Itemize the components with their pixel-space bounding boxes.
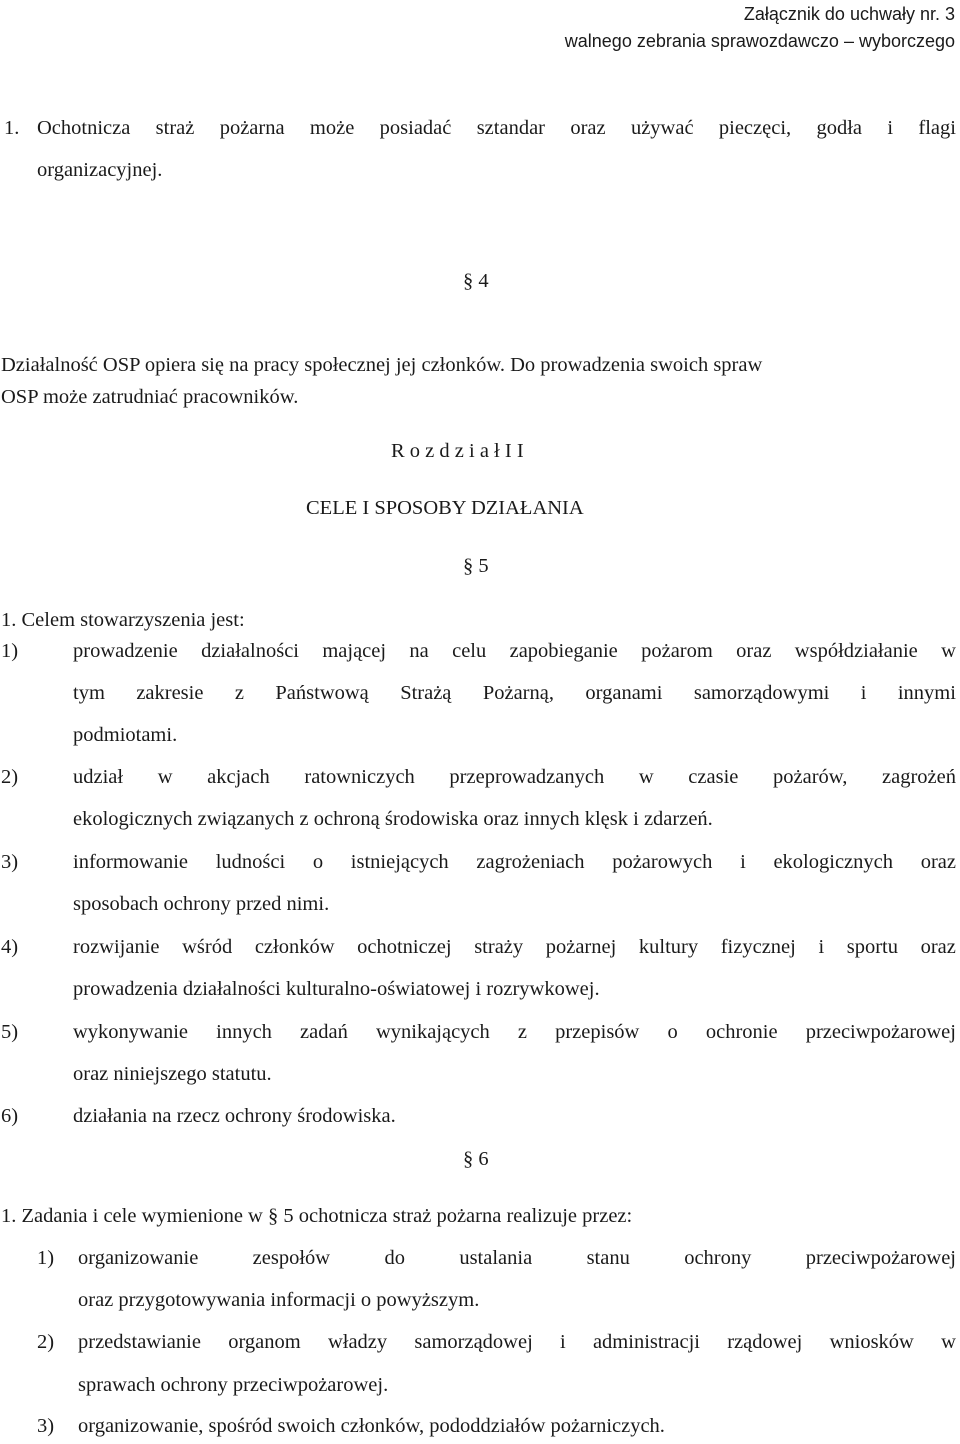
word: pożarów,	[773, 766, 848, 788]
word: pożarowych	[612, 851, 713, 873]
s5-item-3-line-2: sposobach ochrony przed nimi.	[73, 893, 330, 915]
word: prowadzenie	[73, 640, 178, 662]
word: czasie	[688, 766, 739, 788]
word: pożarnej	[545, 936, 617, 958]
word: władzy	[327, 1331, 388, 1353]
word: w	[638, 766, 654, 788]
word: z	[234, 682, 244, 704]
word: organami	[585, 682, 663, 704]
s6-item-1-line-2: oraz przygotowywania informacji o powyższym.	[78, 1289, 480, 1311]
word: pieczęci,	[718, 117, 792, 139]
s5-item-5-line-2: oraz niniejszego statutu.	[73, 1063, 272, 1085]
word: pożarna	[219, 117, 285, 139]
s5-item-2-line-2: ekologicznych związanych z ochroną środowiska oraz innych klęsk i zdarzeń.	[73, 808, 713, 830]
intro-number: 1.	[4, 117, 20, 139]
word: w	[157, 766, 173, 788]
word: wniosków	[829, 1331, 914, 1353]
s6-item-2-line-2: sprawach ochrony przeciwpożarowej.	[78, 1374, 389, 1396]
s5-item-3-number: 3)	[1, 851, 19, 873]
word: istniejących	[350, 851, 449, 873]
header-line-2: walnego zebrania sprawozdawczo – wyborczego	[564, 31, 955, 51]
word: przeprowadzanych	[449, 766, 605, 788]
s6-item-2-line-1	[78, 1331, 956, 1354]
word: samorządowej	[414, 1331, 533, 1353]
word: członków	[254, 936, 335, 958]
s5-item-5-line-1	[73, 1021, 956, 1044]
word: straży	[474, 936, 524, 958]
word: tym	[73, 682, 105, 704]
word: fizycznej	[720, 936, 796, 958]
s5-item-1-line-1	[73, 640, 956, 663]
word: zapobieganie	[509, 640, 618, 662]
word: administracji	[592, 1331, 700, 1353]
word: ludności	[215, 851, 286, 873]
section-6-heading: § 6	[463, 1148, 489, 1170]
word: samorządowymi	[693, 682, 830, 704]
word: i	[887, 117, 894, 139]
s5-item-1-line-3: podmiotami.	[73, 724, 178, 746]
word: innymi	[897, 682, 956, 704]
word: w	[941, 1331, 956, 1353]
header-line-1: Załącznik do uchwały nr. 3	[743, 4, 955, 24]
s5-item-3-line-1	[73, 851, 956, 874]
word: informowanie	[73, 851, 188, 873]
word: godła	[816, 117, 863, 139]
word: Strażą	[400, 682, 452, 704]
word: wykonywanie	[73, 1021, 189, 1043]
word: Ochotnicza	[37, 117, 131, 139]
word: kultury	[638, 936, 699, 958]
word: udział	[73, 766, 124, 788]
word: oraz	[570, 117, 606, 139]
section-4-line-1: Działalność OSP opiera się na pracy społecznej jej członków. Do prowadzenia swoich spraw	[1, 354, 763, 376]
word: przeciwpożarowej	[805, 1247, 956, 1269]
s5-item-4-number: 4)	[1, 936, 19, 958]
word: działalności	[201, 640, 299, 662]
word: celu	[452, 640, 487, 662]
word: stanu	[586, 1247, 630, 1269]
word: i	[740, 851, 746, 873]
word: ochrony	[684, 1247, 752, 1269]
word: wynikających	[375, 1021, 490, 1043]
s6-item-3-number: 3)	[37, 1415, 55, 1437]
s6-item-2-number: 2)	[37, 1331, 55, 1353]
word: akcjach	[207, 766, 270, 788]
word: przedstawianie	[78, 1331, 201, 1353]
word: organom	[228, 1331, 301, 1353]
section-4-heading: § 4	[463, 270, 489, 292]
s6-item-1-line-1	[78, 1247, 956, 1270]
section-5-heading: § 5	[463, 555, 489, 577]
word: z	[517, 1021, 527, 1043]
s5-item-4-line-1	[73, 936, 956, 959]
word: zagrożeń	[882, 766, 956, 788]
word: do	[384, 1247, 405, 1269]
s5-item-1-line-2	[73, 682, 956, 705]
word: w	[941, 640, 956, 662]
word: sztandar	[476, 117, 545, 139]
word: i	[818, 936, 825, 958]
chapter-title: R o z d z i a ł I I	[391, 440, 524, 462]
section-5-intro: 1. Celem stowarzyszenia jest:	[1, 609, 245, 631]
word: mającej	[322, 640, 387, 662]
word: zagrożeniach	[476, 851, 585, 873]
s5-item-6-line-1: działania na rzecz ochrony środowiska.	[73, 1105, 396, 1127]
word: i	[860, 682, 867, 704]
word: przepisów	[555, 1021, 640, 1043]
word: flagi	[918, 117, 956, 139]
word: ustalania	[459, 1247, 533, 1269]
s5-item-6-number: 6)	[1, 1105, 19, 1127]
word: przeciwpożarowej	[805, 1021, 956, 1043]
s6-item-1-number: 1)	[37, 1247, 55, 1269]
word: o	[312, 851, 324, 873]
word: może	[309, 117, 355, 139]
attachment-header	[565, 1, 955, 55]
s5-item-2-number: 2)	[1, 766, 19, 788]
word: ochotniczej	[357, 936, 452, 958]
s5-item-1-number: 1)	[1, 640, 19, 662]
intro-line-1	[37, 117, 956, 140]
word: straż	[155, 117, 195, 139]
word: pożarom	[641, 640, 713, 662]
word: sportu	[846, 936, 898, 958]
s5-item-4-line-2: prowadzenia działalności kulturalno-oświatowej i rozrywkowej.	[73, 978, 600, 1000]
word: i	[560, 1331, 566, 1353]
word: współdziałanie	[794, 640, 918, 662]
word: rządowej	[727, 1331, 803, 1353]
word: wśród	[182, 936, 233, 958]
section-6-intro: 1. Zadania i cele wymienione w § 5 ochotnicza straż pożarna realizuje przez:	[1, 1205, 633, 1227]
word: na	[409, 640, 429, 662]
word: oraz	[920, 851, 956, 873]
word: o	[667, 1021, 678, 1043]
word: Pożarną,	[482, 682, 554, 704]
word: ochronie	[705, 1021, 778, 1043]
word: zespołów	[252, 1247, 331, 1269]
word: posiadać	[379, 117, 452, 139]
chapter-subtitle: CELE I SPOSOBY DZIAŁANIA	[306, 497, 584, 519]
word: ratowniczych	[304, 766, 415, 788]
word: oraz	[920, 936, 956, 958]
intro-line-2: organizacyjnej.	[37, 159, 163, 181]
word: organizowanie	[78, 1247, 199, 1269]
word: rozwijanie	[73, 936, 160, 958]
section-4-line-2: OSP może zatrudniać pracowników.	[1, 386, 299, 408]
s6-item-3-line-1: organizowanie, spośród swoich członków, pododdziałów pożarniczych.	[78, 1415, 665, 1437]
s5-item-5-number: 5)	[1, 1021, 19, 1043]
word: ekologicznych	[773, 851, 893, 873]
word: używać	[630, 117, 694, 139]
s5-item-2-line-1	[73, 766, 956, 789]
word: Państwową	[275, 682, 369, 704]
word: zadań	[300, 1021, 348, 1043]
word: innych	[216, 1021, 272, 1043]
word: oraz	[736, 640, 772, 662]
word: zakresie	[136, 682, 204, 704]
